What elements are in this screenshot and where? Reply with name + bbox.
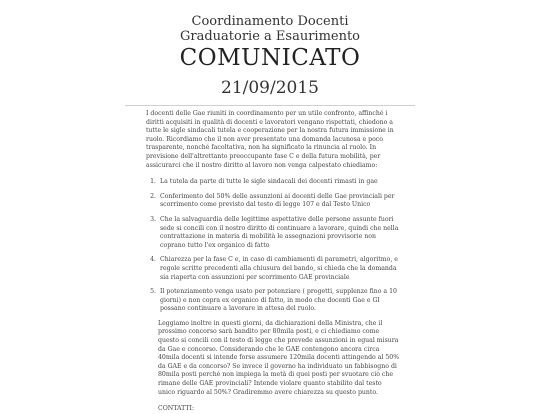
closing-paragraph: Leggiamo inoltre in questi giorni, da dichiarazioni della Ministra, che il prossimo concorso sarà bandito per 80mila posti, e ci chiediamo come questo si concili con il testo di legge che prevede assunzioni in egual misura da Gae e concorso. Considerando che le GAE contengono ancora circa 40mila docenti si intende forse assumere 120mila docenti attingendo al 50% da GAE e da concorso? Se invece il governo ha individuato un fabbisogno di 80mila posti perché non impiega la metà di quei posti per svuotare ciò che rimane delle GAE provinciali? Intende violare quanto stabilito dal testo unico riguardo al 50%? Gradiremmo avere chiarezza su questo punto. <box>158 319 400 396</box>
list-item: 2. Conferimento del 50% delle assunzioni ai docenti delle Gae provinciali per scorrimento come previsto dal testo di legge 107 e dal Testo Unico <box>158 193 400 210</box>
demands-list <box>146 178 400 314</box>
list-item: 3. Che la salvaguardia delle legittime aspettative delle persone assunte fuori sede si concili con il nostro diritto di continuare a lavorare, quindi che nella contrattazione in materia di mobilità le assegnazioni provvisorie non coprano tutto l'ex organico di fatto <box>158 216 400 250</box>
page-title: COMUNICATO <box>179 45 361 71</box>
organization-name-line-2: Graduatorie a Esaurimento <box>179 29 361 44</box>
header-divider <box>125 105 415 106</box>
publication-date: 21/09/2015 <box>221 78 319 98</box>
contacts-label: CONTATTI: <box>158 405 195 413</box>
list-item: 1. La tutela da parte di tutte le sigle sindacali dei docenti rimasti in gae <box>158 178 400 187</box>
list-item: 5. Il potenziamento venga usato per potenziare ( progetti, supplenze fino a 10 giorni) e non copra ex organico di fatto, in modo che docenti Gae e GI possano continuare a lavorare in attesa del ruolo. <box>158 288 400 314</box>
article-body <box>146 110 400 414</box>
list-item: 4. Chiarezza per la fase C e, in caso di cambiamenti di parametri, algoritmo, e regole scritte precedenti alla chiusura del bando, si chieda che la domanda sia riaperta con assunzioni per scorrimento GAE provinciale <box>158 256 400 282</box>
intro-paragraph: I docenti delle Gae riuniti in coordinamento per un utile confronto, affinché i diritti acquisiti in qualità di docenti e lavoratori vengano rispettati, chiedono a tutte le sigle sindacali tutela e cooperazione per la nostra futura immissione in ruolo. Ricordiamo che il non aver presentato una domanda lacunosa e poco trasparente, nonché facoltativa, non ha significato la rinuncia al ruolo. In previsione dell'altrettanto preoccupante fase C e della futura mobilità, per assicurarci che il nostro diritto al lavoro non venga calpestato chiediamo: <box>146 110 394 169</box>
organization-name-line-1: Coordinamento Docenti <box>191 14 349 29</box>
page-header <box>0 0 540 106</box>
